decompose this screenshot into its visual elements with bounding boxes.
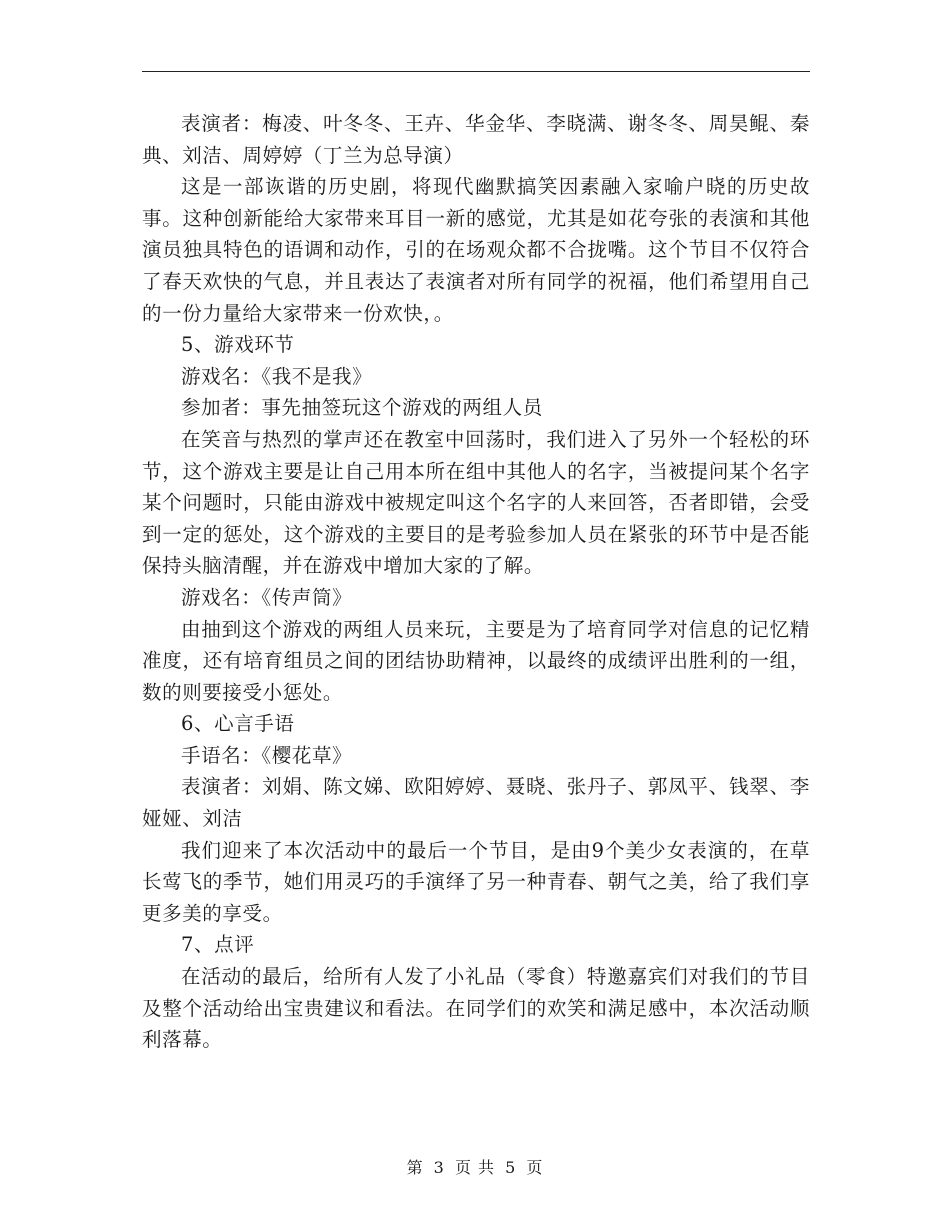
header-rule	[142, 71, 810, 72]
paragraph: 由抽到这个游戏的两组人员来玩，主要是为了培育同学对信息的记忆精准度，还有培育组员之间的团结协助精神，以最终的成绩评出胜利的一组，数的则要接受小惩处。	[142, 617, 810, 704]
paragraph: 我们迎来了本次活动中的最后一个节目，是由9个美少女表演的，在草长莺飞的季节，她们用灵巧的手演绎了另一种青春、朝气之美，给了我们享更多美的享受。	[142, 838, 810, 925]
paragraph: 手语名：《樱花草》	[181, 743, 353, 767]
paragraph: 参加者：事先抽签玩这个游戏的两组人员	[181, 396, 543, 420]
paragraph: 表演者：刘娟、陈文娣、欧阳婷婷、聂晓、张丹子、郭凤平、钱翠、李娅娅、刘洁	[142, 775, 810, 831]
page-footer	[0, 1155, 950, 1178]
paragraph: 游戏名：《传声筒》	[181, 585, 353, 609]
paragraph: 在笑音与热烈的掌声还在教室中回荡时，我们进入了另外一个轻松的环节，这个游戏主要是让自己用本所在组中其他人的名字，当被提问某个名字某个问题时，只能由游戏中被规定叫这个名字的人来回答，否者即错，会受到一定的惩处，这个游戏的主要目的是考验参加人员在紧张的环节中是否能保持头脑清醒，并在游戏中增加大家的了解。	[142, 427, 810, 578]
document-body	[142, 108, 810, 1056]
page-suffix: 页	[526, 1158, 544, 1177]
section-heading: 5、游戏环节	[181, 333, 295, 357]
paragraph: 游戏名：《我不是我》	[181, 364, 373, 388]
current-page-number: 3	[433, 1158, 445, 1177]
section-heading: 6、心言手语	[181, 712, 295, 736]
paragraph: 表演者：梅凌、叶冬冬、王卉、华金华、李晓满、谢冬冬、周昊鲲、秦典、刘洁、周婷婷（丁兰为总导演）	[142, 112, 810, 167]
total-pages-number: 5	[505, 1158, 517, 1177]
section-heading: 7、点评	[181, 933, 255, 957]
page-mid-text: 页 共	[454, 1158, 496, 1177]
paragraph: 这是一部诙谐的历史剧，将现代幽默搞笑因素融入家喻户晓的历史故事。这种创新能给大家带来耳目一新的感觉，尤其是如花夸张的表演和其他演员独具特色的语调和动作，引的在场观众都不合拢嘴。这个节目不仅符合了春天欢快的气息，并且表达了表演者对所有同学的祝福，他们希望用自己的一份力量给大家带来一份欢快，。	[142, 175, 810, 325]
page-prefix: 第	[406, 1158, 424, 1177]
paragraph: 在活动的最后，给所有人发了小礼品（零食）特邀嘉宾们对我们的节目及整个活动给出宝贵建议和看法。在同学们的欢笑和满足感中，本次活动顺利落幕。	[142, 965, 810, 1052]
